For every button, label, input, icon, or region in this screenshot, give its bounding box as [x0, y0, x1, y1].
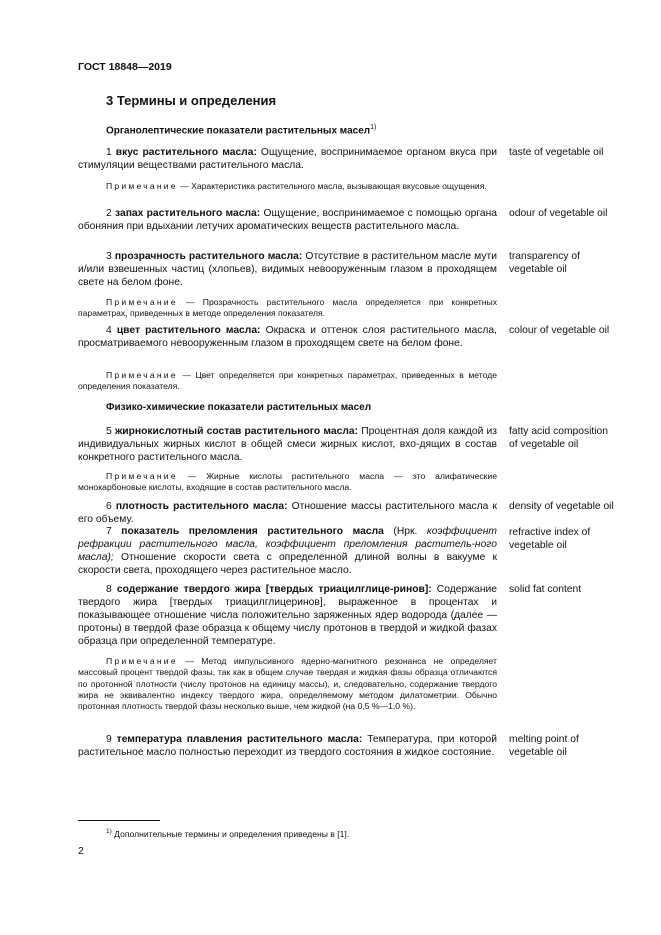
term-entry-4: 4 цвет растительного масла: Окраска и оттенок слоя растительного масла, просматриваемого невооруженным глазом в проходящем свете на белом фоне.	[78, 325, 497, 350]
footnote-reference[interactable]: 1)	[370, 124, 377, 131]
subsection-title-organoleptic: Органолептические показатели растительных масел$^{1)}$	[106, 124, 377, 137]
term-entry-7: 7 показатель преломления растительного масла (Нрк. коэффициент рефракции растительного масла, коэффициент преломления раститель-ного масла); Отношение скорости света с определенной длиной волны в вакууме к скорости света, проходящего через растительное масло.	[78, 526, 497, 577]
term-name: цвет растительного масла:	[116, 325, 261, 336]
term-english-1: taste of vegetable oil	[509, 147, 604, 158]
term-entry-8: 8 содержание твердого жира [твердых триацилглице-ринов]: Содержание твердого жира [твердых триацилглицеринов], выраженное в процентах и показывающее отношение числа положительно заряженных ядер водорода (далее — протоны) в твердой фазе образца к общему числу протонов в твердой и жидкой фазах образца при определенной температуре.	[78, 584, 497, 648]
term-name: показатель преломления растительного масла	[121, 526, 384, 537]
term-english-8: solid fat content	[509, 584, 582, 595]
term-name: жирнокислотный состав растительного масла:	[114, 426, 359, 437]
term-entry-6: 6 плотность растительного масла: Отношение массы растительного масла к его объему.	[78, 501, 497, 526]
footnote: $^{1)}$ Дополнительные термины и определения приведены в [1].	[106, 828, 350, 839]
footnote-divider	[78, 820, 160, 821]
term-note-4: Примечание — Цвет определяется при конкретных параметрах, приведенных в методе определения показателя.	[78, 370, 497, 392]
page-number: 2	[78, 845, 84, 857]
term-note-3: Примечание — Прозрачность растительного масла определяется при конкретных параметрах, приведенных в методе определения показателя.	[78, 297, 497, 319]
term-english-2: odour of vegetable oil	[509, 208, 608, 219]
term-entry-2: 2 запах растительного масла: Ощущение, воспринимаемое с помощью органа обоняния при вдыхании летучих ароматических веществ растительного масла.	[78, 208, 497, 233]
term-entry-1: 1 вкус растительного масла: Ощущение, воспринимаемое органом вкуса при стимуляции веществами растительного масла.	[78, 147, 497, 172]
term-note-5: Примечание — Жирные кислоты растительного масла — это алифатические монокарбоновые кислоты, входящие в состав растительного масла.	[78, 471, 497, 493]
term-alternative: коэффициент рефракции растительного масла, коэффициент преломления раститель-ного масла);	[78, 526, 497, 564]
term-name: плотность растительного масла:	[115, 501, 288, 512]
standard-header: ГОСТ 18848—2019	[78, 61, 172, 73]
term-note-8: Примечание — Метод импульсивного ядерно-магнитного резонанса не определяет массовый процент твердой фазы, так как в общем случае твердая и жидкая фазы образца отличаются по протонной плотности (числу протонов на единицу массы), и, следовательно, содержание твердого жира не эквивалентно индексу твердого жира, определяемому методом дилатометрии. Обычно протонная плотность твердой фазы несколько выше, чем жидкой (на 0,5 %—1,0 %).	[78, 656, 497, 712]
term-name: содержание твердого жира [твердых триацилглице-ринов]:	[116, 584, 432, 595]
term-note-1: Примечание — Характеристика растительного масла, вызывающая вкусовые ощущения.	[106, 181, 487, 191]
term-entry-5: 5 жирнокислотный состав растительного масла: Процентная доля каждой из индивидуальных жирных кислот в общей смеси жирных кислот, вхо-дящих в состав конкретного растительного масла.	[78, 426, 497, 464]
term-name: запах растительного масла:	[114, 208, 261, 219]
term-entry-3: 3 прозрачность растительного масла: Отсутствие в растительном масле мути и/или взвешенных частиц (хлопьев), видимых невооруженным глазом в проходящем свете на белом фоне.	[78, 251, 497, 289]
term-english-7: refractive index of vegetable oil	[509, 527, 591, 552]
term-english-9: melting point of vegetable oil	[509, 734, 579, 759]
section-title: 3 Термины и определения	[106, 93, 277, 108]
term-english-6: density of vegetable oil	[509, 501, 614, 512]
term-english-5: fatty acid composition of vegetable oil	[509, 426, 609, 451]
term-english-3: transparency of vegetable oil	[509, 251, 580, 276]
term-name: температура плавления растительного масла:	[116, 734, 363, 745]
term-name: прозрачность растительного масла:	[114, 251, 303, 262]
term-english-4: colour of vegetable oil	[509, 325, 610, 336]
subsection-title-physchem: Физико-химические показатели растительных масел	[106, 402, 372, 413]
term-entry-9: 9 температура плавления растительного масла: Температура, при которой растительное масло полностью переходит из твердого состояния в жидкое состояние.	[78, 734, 497, 759]
term-name: вкус растительного масла:	[115, 147, 257, 158]
